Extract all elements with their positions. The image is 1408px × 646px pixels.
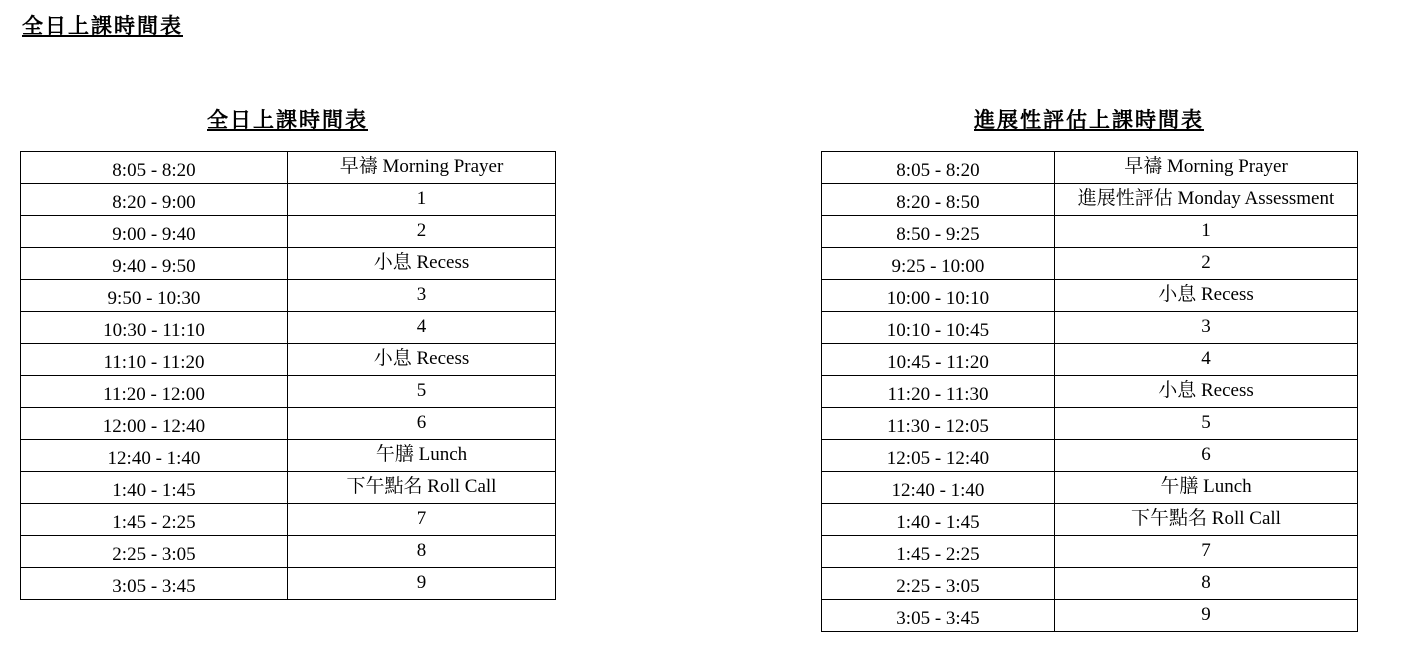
activity-label: 3 — [416, 284, 427, 305]
activity-label: 小息 Recess — [1158, 284, 1254, 305]
activity-label: 2 — [1201, 252, 1211, 273]
activity-label: 1 — [1201, 220, 1211, 241]
activity-cell — [288, 376, 556, 408]
table-row — [822, 568, 1358, 600]
activity-cell — [1055, 600, 1358, 632]
table-row — [21, 184, 556, 216]
activity-label: 5 — [1201, 412, 1211, 433]
activity-label: 早禱 Morning Prayer — [339, 156, 504, 177]
time-range: 11:20 - 11:30 — [887, 384, 989, 405]
time-range: 8:20 - 9:00 — [112, 192, 196, 213]
time-cell — [822, 248, 1055, 280]
activity-label: 下午點名 Roll Call — [1131, 508, 1281, 529]
activity-cell — [1055, 152, 1358, 184]
activity-cell — [288, 280, 556, 312]
table-row — [822, 536, 1358, 568]
time-cell — [822, 472, 1055, 504]
activity-cell — [288, 344, 556, 376]
activity-cell — [1055, 216, 1358, 248]
time-range: 11:20 - 12:00 — [103, 384, 205, 405]
activity-cell — [1055, 408, 1358, 440]
activity-cell — [1055, 184, 1358, 216]
time-range: 10:00 - 10:10 — [886, 288, 990, 309]
time-cell — [21, 408, 288, 440]
activity-label: 8 — [1201, 572, 1211, 593]
time-range: 10:10 - 10:45 — [886, 320, 990, 341]
time-range: 3:05 - 3:45 — [112, 576, 196, 597]
time-cell — [21, 184, 288, 216]
activity-cell — [1055, 312, 1358, 344]
activity-label: 7 — [416, 508, 427, 529]
activity-label: 進展性評估 Monday Assessment — [1077, 188, 1335, 209]
activity-cell — [1055, 472, 1358, 504]
time-cell — [21, 568, 288, 600]
activity-cell — [1055, 568, 1358, 600]
table-row — [822, 600, 1358, 632]
table-row — [822, 344, 1358, 376]
table-row — [822, 472, 1358, 504]
table-row — [822, 184, 1358, 216]
activity-label: 小息 Recess — [373, 348, 470, 369]
activity-cell — [288, 216, 556, 248]
table-row — [21, 280, 556, 312]
time-cell — [21, 376, 288, 408]
activity-cell — [288, 312, 556, 344]
time-cell — [822, 536, 1055, 568]
activity-label: 2 — [416, 220, 427, 241]
activity-cell — [1055, 280, 1358, 312]
activity-label: 7 — [1201, 540, 1211, 561]
activity-label: 早禱 Morning Prayer — [1124, 156, 1288, 177]
full-day-schedule-title: 全日上課時間表 — [207, 108, 368, 132]
activity-cell — [1055, 248, 1358, 280]
time-range: 9:00 - 9:40 — [112, 224, 196, 245]
time-range: 9:50 - 10:30 — [107, 288, 201, 309]
time-range: 1:45 - 2:25 — [896, 544, 980, 565]
time-cell — [822, 408, 1055, 440]
time-range: 10:30 - 11:10 — [103, 320, 205, 341]
activity-label: 午膳 Lunch — [1160, 476, 1252, 497]
time-range: 11:30 - 12:05 — [887, 416, 989, 437]
time-cell — [822, 376, 1055, 408]
time-cell — [822, 504, 1055, 536]
time-cell — [822, 568, 1055, 600]
activity-label: 9 — [416, 572, 427, 593]
table-row — [21, 152, 556, 184]
time-cell — [21, 280, 288, 312]
time-cell — [21, 472, 288, 504]
activity-label: 3 — [1201, 316, 1211, 337]
activity-label: 4 — [416, 316, 427, 337]
table-row — [21, 472, 556, 504]
time-range: 12:05 - 12:40 — [886, 448, 990, 469]
table-row — [21, 344, 556, 376]
activity-label: 8 — [416, 540, 427, 561]
time-cell — [822, 280, 1055, 312]
table-row — [21, 536, 556, 568]
time-range: 12:40 - 1:40 — [891, 480, 985, 501]
time-range: 9:25 - 10:00 — [891, 256, 985, 277]
full-day-schedule-table — [20, 151, 556, 600]
time-cell — [21, 344, 288, 376]
time-range: 11:10 - 11:20 — [103, 352, 205, 373]
time-cell — [21, 504, 288, 536]
table-row — [21, 312, 556, 344]
table-row — [822, 440, 1358, 472]
activity-cell — [288, 536, 556, 568]
activity-label: 4 — [1201, 348, 1211, 369]
assessment-schedule-table — [821, 151, 1358, 632]
time-range: 1:40 - 1:45 — [896, 512, 980, 533]
activity-cell — [1055, 440, 1358, 472]
time-cell — [21, 248, 288, 280]
time-range: 2:25 - 3:05 — [112, 544, 196, 565]
time-cell — [21, 216, 288, 248]
time-cell — [822, 184, 1055, 216]
table-row — [822, 376, 1358, 408]
assessment-schedule-title: 進展性評估上課時間表 — [974, 108, 1204, 132]
time-cell — [822, 344, 1055, 376]
activity-cell — [1055, 536, 1358, 568]
table-row — [822, 280, 1358, 312]
table-row — [21, 504, 556, 536]
activity-cell — [288, 152, 556, 184]
activity-cell — [288, 184, 556, 216]
activity-label: 5 — [416, 380, 427, 401]
time-cell — [822, 312, 1055, 344]
activity-label: 9 — [1201, 604, 1211, 625]
table-row — [21, 376, 556, 408]
time-range: 9:40 - 9:50 — [112, 256, 196, 277]
table-row — [21, 440, 556, 472]
time-range: 1:45 - 2:25 — [112, 512, 196, 533]
time-range: 1:40 - 1:45 — [112, 480, 196, 501]
page-heading: 全日上課時間表 — [22, 14, 183, 38]
time-range: 8:05 - 8:20 — [112, 160, 196, 181]
table-row — [822, 152, 1358, 184]
time-cell — [822, 152, 1055, 184]
table-row — [822, 312, 1358, 344]
time-cell — [822, 600, 1055, 632]
activity-label: 6 — [1201, 444, 1211, 465]
time-range: 8:20 - 8:50 — [896, 192, 980, 213]
activity-label: 午膳 Lunch — [375, 444, 468, 465]
activity-cell — [288, 472, 556, 504]
time-cell — [21, 440, 288, 472]
time-range: 12:40 - 1:40 — [107, 448, 201, 469]
activity-cell — [288, 440, 556, 472]
time-cell — [822, 216, 1055, 248]
activity-label: 小息 Recess — [1158, 380, 1254, 401]
table-row — [822, 216, 1358, 248]
table-row — [822, 248, 1358, 280]
table-row — [822, 504, 1358, 536]
activity-cell — [1055, 376, 1358, 408]
activity-label: 1 — [416, 188, 427, 209]
time-range: 10:45 - 11:20 — [887, 352, 989, 373]
table-row — [21, 216, 556, 248]
table-row — [822, 408, 1358, 440]
table-row — [21, 568, 556, 600]
activity-cell — [1055, 344, 1358, 376]
time-range: 8:05 - 8:20 — [896, 160, 980, 181]
activity-label: 6 — [416, 412, 427, 433]
activity-label: 下午點名 Roll Call — [346, 476, 497, 497]
table-row — [21, 248, 556, 280]
time-range: 3:05 - 3:45 — [896, 608, 980, 629]
time-cell — [822, 440, 1055, 472]
activity-cell — [288, 568, 556, 600]
activity-label: 小息 Recess — [373, 252, 470, 273]
time-range: 8:50 - 9:25 — [896, 224, 980, 245]
time-cell — [21, 312, 288, 344]
time-range: 2:25 - 3:05 — [896, 576, 980, 597]
table-row — [21, 408, 556, 440]
time-cell — [21, 536, 288, 568]
activity-cell — [1055, 504, 1358, 536]
time-cell — [21, 152, 288, 184]
activity-cell — [288, 248, 556, 280]
time-range: 12:00 - 12:40 — [102, 416, 206, 437]
activity-cell — [288, 504, 556, 536]
activity-cell — [288, 408, 556, 440]
